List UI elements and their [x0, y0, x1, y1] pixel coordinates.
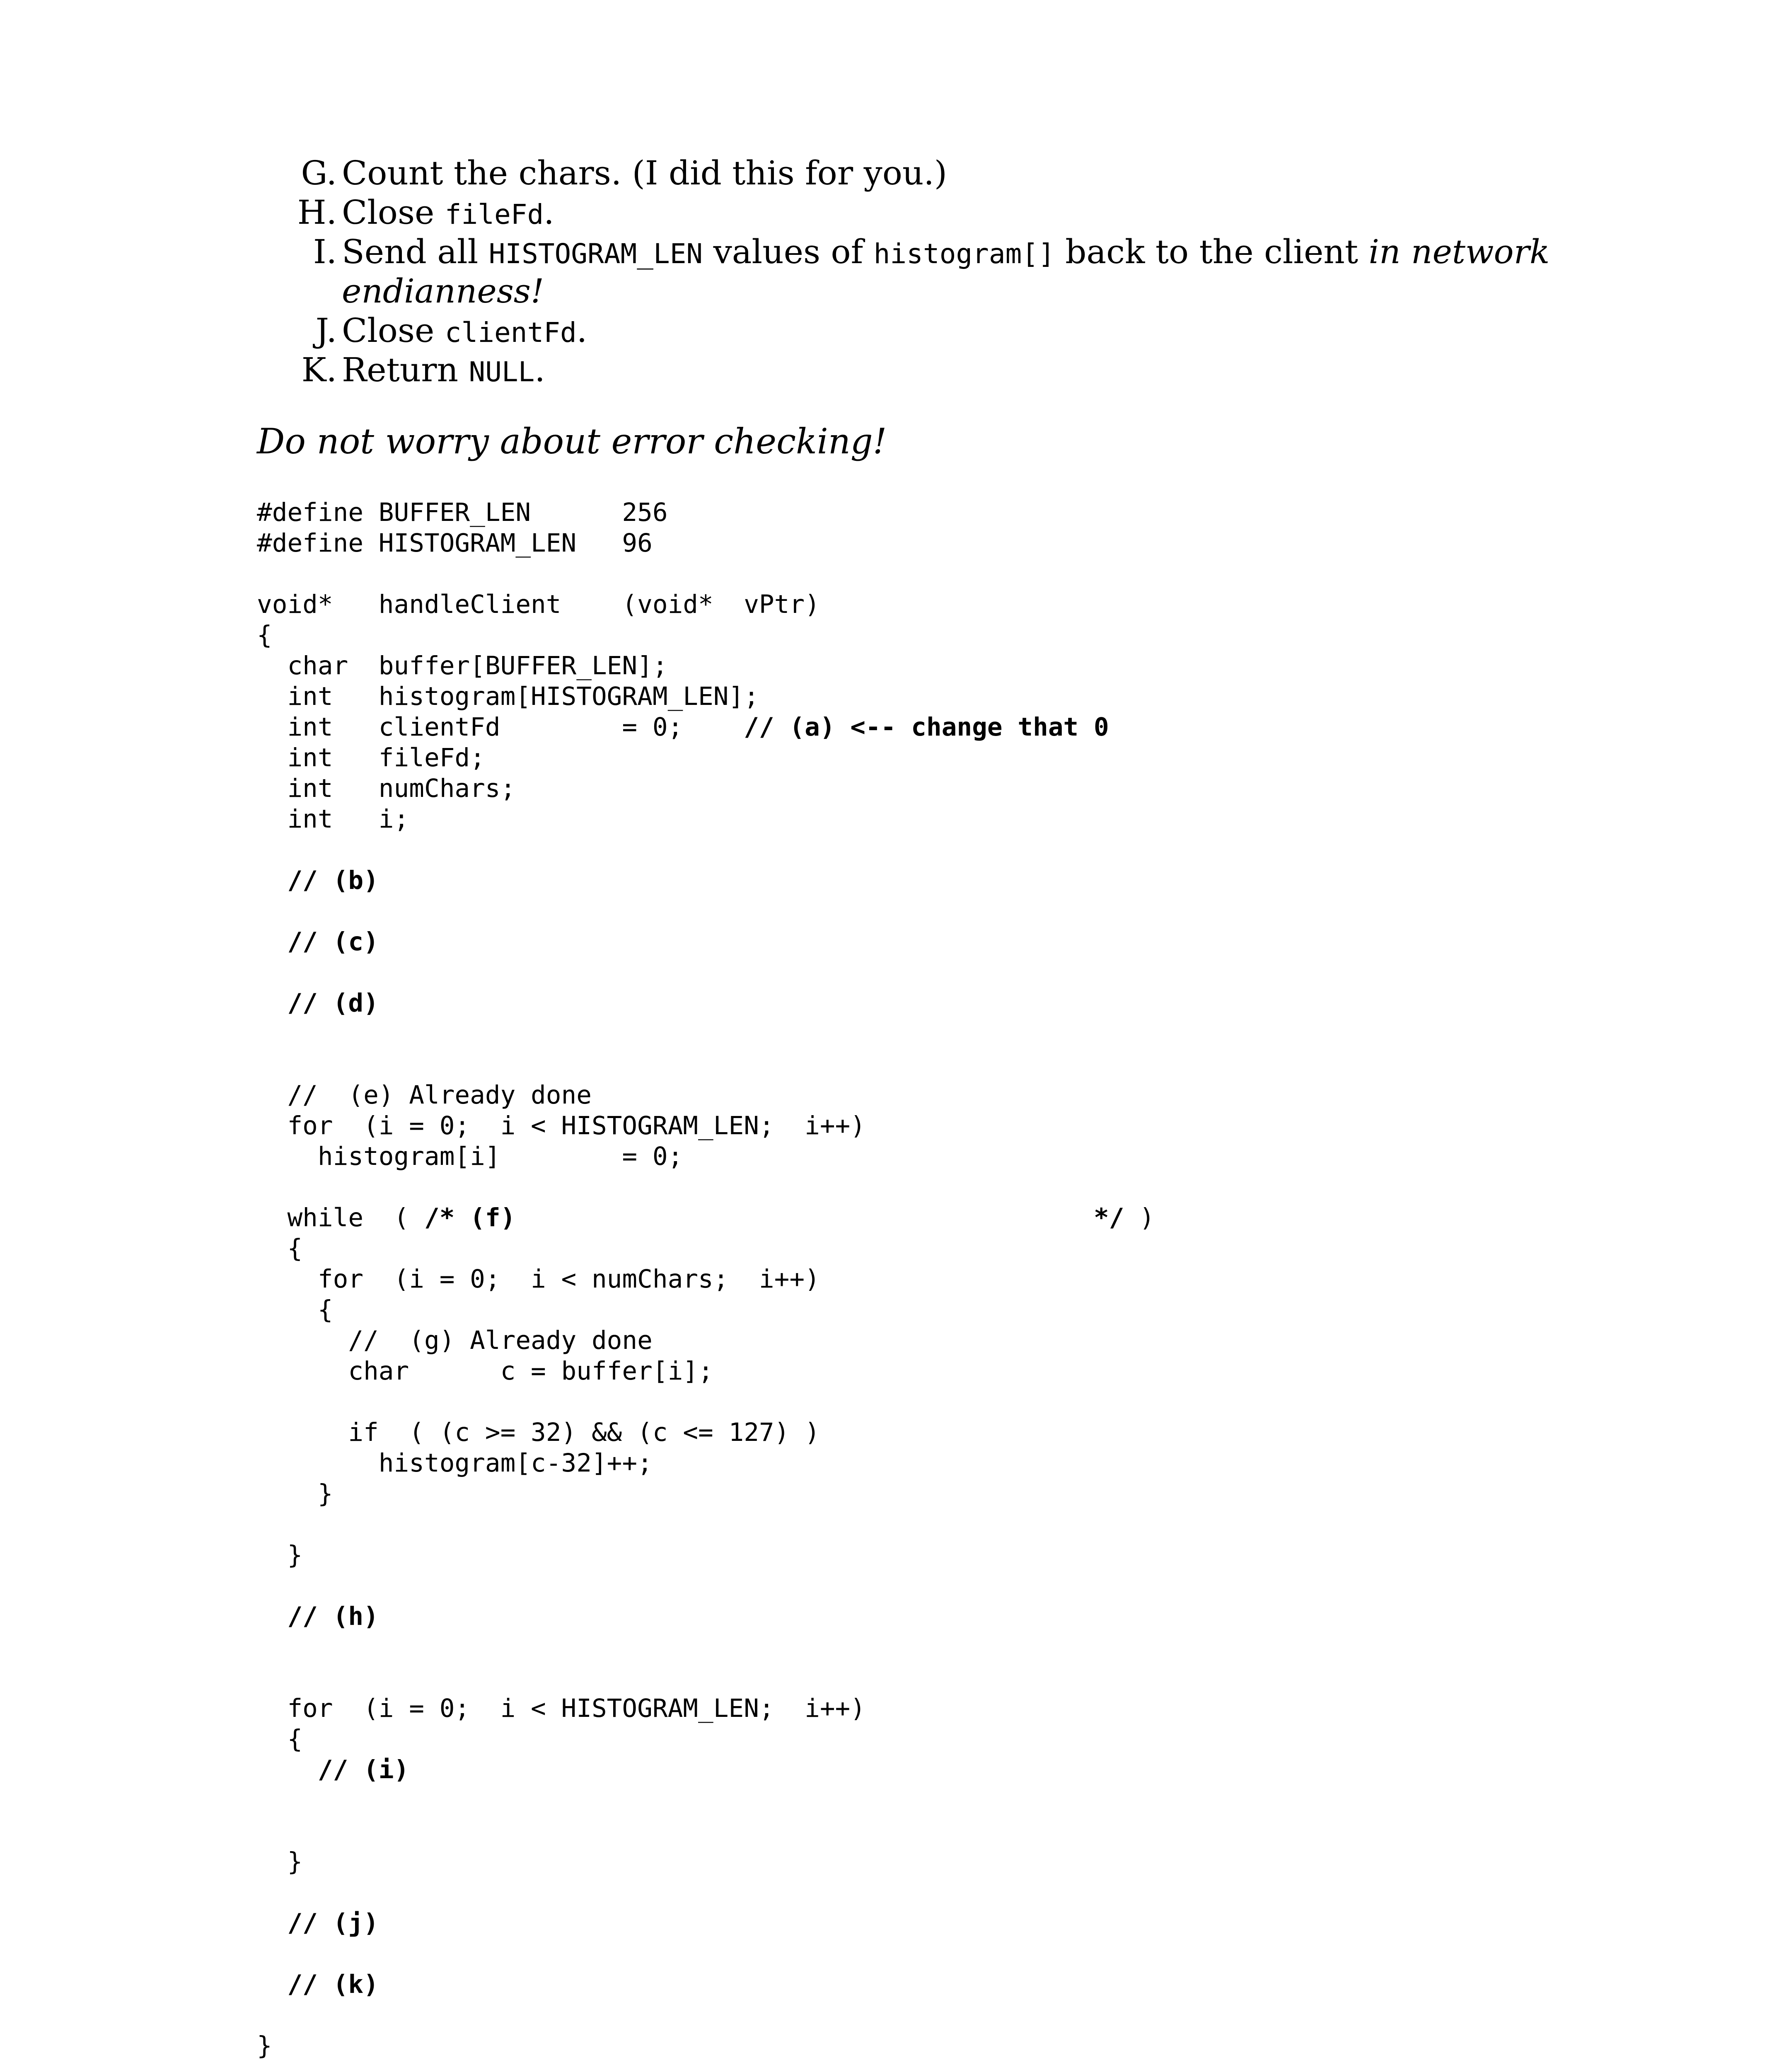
- text-run: back to the client: [1054, 232, 1369, 271]
- code-line: [257, 712, 1109, 742]
- code-text: int clientFd = 0;: [257, 712, 744, 742]
- code-comment-c: // (c): [257, 927, 379, 956]
- list-item-text: [342, 311, 587, 352]
- text-run: .: [534, 351, 545, 389]
- code-line: if ( (c >= 32) && (c <= 127) ): [257, 1418, 820, 1447]
- code-line: }: [257, 1847, 303, 1876]
- list-item: [0, 153, 1789, 193]
- code-line: char c = buffer[i];: [257, 1356, 713, 1386]
- code-identifier: histogram[]: [873, 238, 1055, 270]
- list-item: [0, 193, 1789, 232]
- code-line: [257, 1203, 1155, 1232]
- code-line: int numChars;: [257, 774, 516, 803]
- code-identifier: fileFd: [445, 198, 544, 230]
- code-line: int i;: [257, 804, 409, 834]
- code-text: [515, 1203, 1094, 1232]
- code-comment-i: // (i): [257, 1755, 409, 1784]
- code-line: {: [257, 1295, 333, 1324]
- error-checking-note: Do not worry about error checking!: [257, 421, 887, 462]
- text-run: values of: [703, 232, 874, 271]
- list-marker: G.: [301, 154, 337, 192]
- code-line: histogram[c-32]++;: [257, 1448, 653, 1478]
- code-line: for (i = 0; i < HISTOGRAM_LEN; i++): [257, 1111, 866, 1140]
- list-item-text: [342, 232, 1550, 274]
- text-run: Return: [342, 351, 469, 389]
- code-line: }: [257, 2031, 272, 2060]
- code-line: void* handleClient (void* vPtr): [257, 590, 820, 619]
- code-comment-j: // (j): [257, 1908, 379, 1938]
- code-line: #define BUFFER_LEN 256: [257, 498, 668, 527]
- text-run: Close: [342, 193, 445, 232]
- code-line: {: [257, 620, 272, 650]
- code-identifier: HISTOGRAM_LEN: [488, 238, 703, 270]
- list-marker: J.: [315, 311, 337, 350]
- list-item: [0, 232, 1789, 311]
- code-comment-a: // (a) <-- change that 0: [744, 712, 1109, 742]
- emphasis-text: endianness!: [342, 272, 544, 310]
- list-item: [0, 350, 1789, 390]
- text-run: .: [544, 193, 554, 232]
- code-line: {: [257, 1724, 303, 1754]
- code-line: }: [257, 1540, 303, 1570]
- code-line: for (i = 0; i < HISTOGRAM_LEN; i++): [257, 1694, 866, 1723]
- code-line: int fileFd;: [257, 743, 485, 772]
- code-line: for (i = 0; i < numChars; i++): [257, 1264, 820, 1294]
- code-comment-f: /* (f): [424, 1203, 516, 1232]
- code-line: int histogram[HISTOGRAM_LEN];: [257, 682, 759, 711]
- code-text: ): [1124, 1203, 1155, 1232]
- code-comment-b: // (b): [257, 866, 379, 895]
- list-item-text: Count the chars. (I did this for you.): [342, 154, 948, 192]
- instruction-list: [0, 153, 1789, 390]
- code-line: #define HISTOGRAM_LEN 96: [257, 528, 653, 558]
- list-marker: I.: [313, 232, 337, 271]
- text-run: Close: [342, 311, 445, 350]
- list-marker: K.: [301, 351, 337, 389]
- code-line: }: [257, 1479, 333, 1508]
- text-run: Send all: [342, 232, 489, 271]
- code-text: while (: [257, 1203, 424, 1232]
- list-item-text: [342, 193, 554, 234]
- code-comment-f-end: */: [1093, 1203, 1124, 1232]
- code-block: [257, 497, 1155, 2061]
- emphasis-text: in network: [1368, 232, 1550, 271]
- code-comment-k: // (k): [257, 1970, 379, 1999]
- list-item: [0, 311, 1789, 350]
- text-run: .: [576, 311, 587, 350]
- code-identifier: NULL: [469, 356, 535, 388]
- code-identifier: clientFd: [445, 317, 577, 349]
- code-comment-d: // (d): [257, 988, 379, 1018]
- code-line: {: [257, 1234, 303, 1263]
- list-item-text: [342, 350, 545, 392]
- code-line: // (e) Already done: [257, 1080, 592, 1110]
- code-line: // (g) Already done: [257, 1326, 653, 1355]
- list-marker: H.: [297, 193, 337, 232]
- code-line: char buffer[BUFFER_LEN];: [257, 651, 668, 680]
- code-comment-h: // (h): [257, 1602, 379, 1631]
- code-line: histogram[i] = 0;: [257, 1142, 683, 1171]
